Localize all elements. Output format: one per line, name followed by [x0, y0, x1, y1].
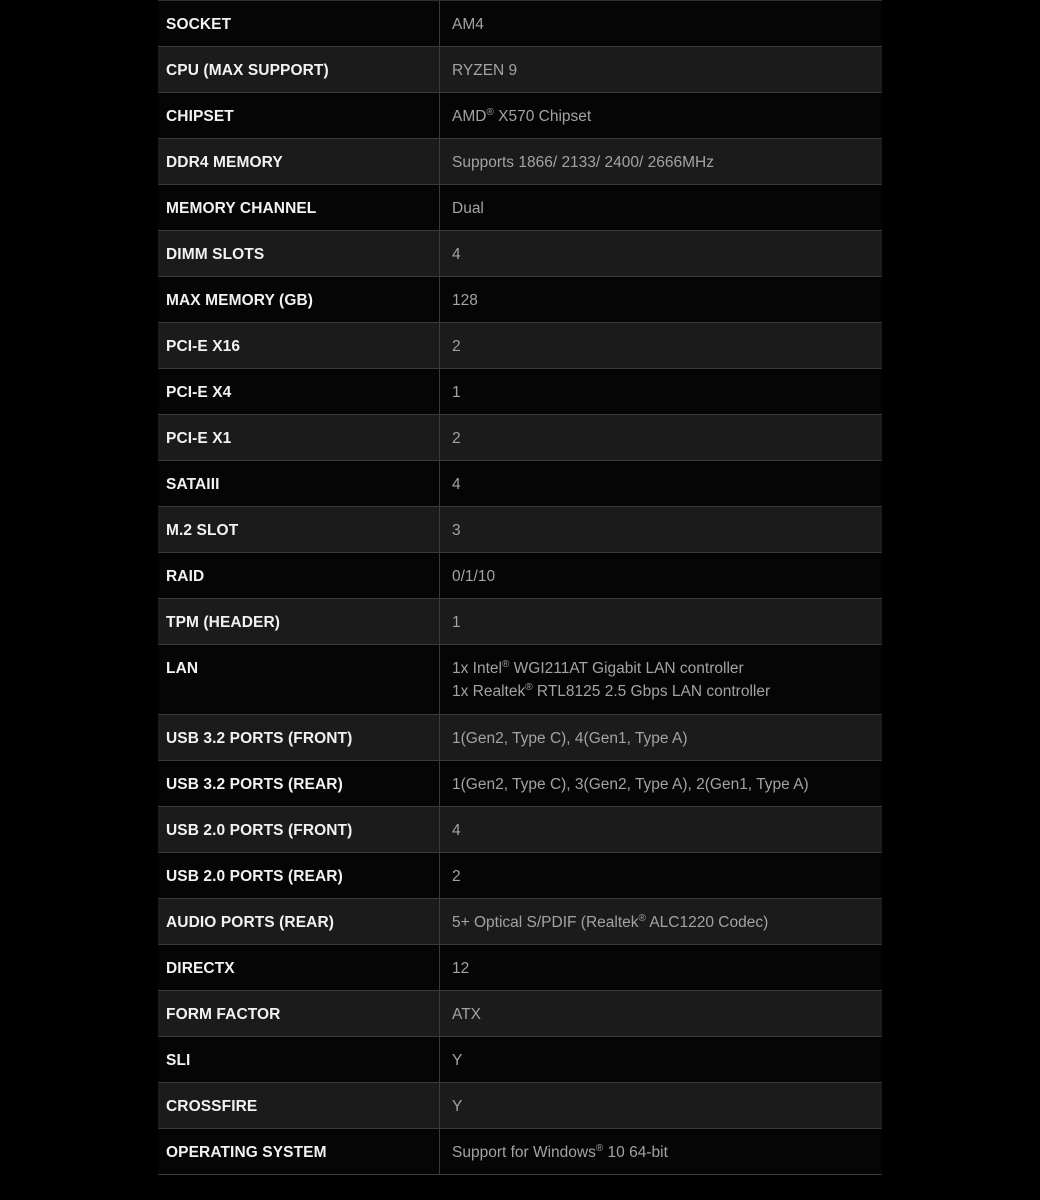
spec-value-text: Y: [452, 1052, 463, 1069]
spec-row: [158, 807, 882, 853]
spec-label: M.2 SLOT: [158, 507, 440, 552]
spec-value: [440, 895, 882, 944]
spec-label: DDR4 MEMORY: [158, 139, 440, 184]
spec-value-line: [452, 680, 882, 703]
spec-row: [158, 899, 882, 945]
spec-row: [158, 93, 882, 139]
spec-value-line: [452, 911, 882, 934]
spec-value: [440, 641, 882, 714]
spec-label: TPM (HEADER): [158, 599, 440, 644]
spec-value: [440, 319, 882, 368]
spec-value-line: [452, 957, 882, 980]
spec-value-line: [452, 13, 882, 36]
spec-value-line: [452, 1003, 882, 1026]
spec-value-line: [452, 335, 882, 358]
spec-value-text: Y: [452, 1098, 463, 1115]
spec-row: [158, 1083, 882, 1129]
spec-value: [440, 43, 882, 92]
spec-row: [158, 415, 882, 461]
spec-label: USB 3.2 PORTS (REAR): [158, 761, 440, 806]
spec-value-text: 5+ Optical S/PDIF (Realtek: [452, 914, 639, 931]
spec-label: CPU (MAX SUPPORT): [158, 47, 440, 92]
spec-value: [440, 987, 882, 1036]
spec-value-text: RTL8125 2.5 Gbps LAN controller: [532, 683, 771, 700]
spec-value-line: [452, 819, 882, 842]
spec-value-text: 2: [452, 868, 461, 885]
registered-mark: ®: [501, 659, 510, 670]
spec-value: [440, 1125, 882, 1174]
spec-label: PCI-E X1: [158, 415, 440, 460]
spec-value-text: 4: [452, 246, 461, 263]
registered-mark: ®: [595, 1143, 604, 1154]
spec-value: [440, 135, 882, 184]
spec-value-text: X570 Chipset: [493, 108, 592, 125]
spec-value: [440, 595, 882, 644]
spec-label: CROSSFIRE: [158, 1083, 440, 1128]
spec-value-text: 1: [452, 614, 461, 631]
spec-value: [440, 273, 882, 322]
spec-value-text: 4: [452, 822, 461, 839]
registered-mark: ®: [525, 682, 533, 693]
spec-row: [158, 1129, 882, 1175]
spec-value-text: 2: [452, 430, 461, 447]
registered-mark: ®: [638, 913, 646, 924]
spec-label: MEMORY CHANNEL: [158, 185, 440, 230]
spec-label: OPERATING SYSTEM: [158, 1129, 440, 1174]
spec-value-text: AMD: [452, 108, 487, 125]
spec-value-text: 1(Gen2, Type C), 3(Gen2, Type A), 2(Gen1, Type A): [452, 776, 809, 793]
spec-value-line: [452, 151, 882, 174]
spec-value-text: 2: [452, 338, 461, 355]
spec-value-line: [452, 1049, 882, 1072]
spec-row: [158, 1, 882, 47]
spec-row: [158, 853, 882, 899]
spec-label: PCI-E X4: [158, 369, 440, 414]
spec-label: SATAIII: [158, 461, 440, 506]
spec-value-text: 128: [452, 292, 478, 309]
spec-value: [440, 757, 882, 806]
spec-value: [440, 1079, 882, 1128]
spec-row: [158, 991, 882, 1037]
spec-value: [440, 503, 882, 552]
spec-value: [440, 0, 882, 46]
spec-row: [158, 277, 882, 323]
spec-value-line: [452, 611, 882, 634]
spec-label: DIMM SLOTS: [158, 231, 440, 276]
spec-value: [440, 89, 882, 138]
spec-row: [158, 231, 882, 277]
spec-value-line: [452, 1095, 882, 1118]
spec-value-text: Dual: [452, 200, 484, 217]
spec-value-line: [452, 519, 882, 542]
spec-row: [158, 945, 882, 991]
spec-value: [440, 411, 882, 460]
spec-label: CHIPSET: [158, 93, 440, 138]
spec-row: [158, 599, 882, 645]
spec-value-text: 3: [452, 522, 461, 539]
spec-value-line: [452, 289, 882, 312]
spec-value-line: [452, 427, 882, 450]
spec-value-line: [452, 865, 882, 888]
spec-value-text: WGI211AT Gigabit LAN controller: [509, 660, 744, 677]
spec-label: SOCKET: [158, 1, 440, 46]
spec-label: PCI-E X16: [158, 323, 440, 368]
spec-value-text: Support for Windows: [452, 1144, 596, 1161]
spec-value: [440, 711, 882, 760]
spec-value-line: [452, 1141, 882, 1164]
spec-value-line: [452, 59, 882, 82]
spec-value: [440, 549, 882, 598]
spec-value: [440, 941, 882, 990]
spec-table: [158, 0, 882, 1175]
spec-label: FORM FACTOR: [158, 991, 440, 1036]
spec-row: [158, 185, 882, 231]
spec-value-text: 10 64-bit: [603, 1144, 668, 1161]
spec-value-line: [452, 381, 882, 404]
spec-value: [440, 849, 882, 898]
spec-value-line: [452, 727, 882, 750]
spec-row: [158, 1037, 882, 1083]
spec-row: [158, 715, 882, 761]
spec-label: AUDIO PORTS (REAR): [158, 899, 440, 944]
spec-label: SLI: [158, 1037, 440, 1082]
registered-mark: ®: [486, 107, 494, 118]
spec-value-text: AM4: [452, 16, 484, 33]
spec-value-text: ALC1220 Codec): [645, 914, 769, 931]
spec-value-line: [452, 473, 882, 496]
spec-value: [440, 803, 882, 852]
spec-value: [440, 365, 882, 414]
spec-value: [440, 227, 882, 276]
spec-label: MAX MEMORY (GB): [158, 277, 440, 322]
spec-row: [158, 47, 882, 93]
spec-value-text: RYZEN 9: [452, 62, 518, 79]
spec-value-line: [452, 565, 882, 588]
spec-value: [440, 1033, 882, 1082]
spec-row: [158, 323, 882, 369]
spec-value: [440, 181, 882, 230]
spec-value-line: [452, 657, 882, 680]
spec-row: [158, 553, 882, 599]
spec-value-text: 12: [452, 960, 470, 977]
spec-value-text: ATX: [452, 1006, 481, 1023]
spec-row: [158, 139, 882, 185]
spec-row: [158, 461, 882, 507]
spec-label: USB 2.0 PORTS (FRONT): [158, 807, 440, 852]
spec-row: [158, 369, 882, 415]
spec-row: [158, 645, 882, 715]
spec-row: [158, 507, 882, 553]
spec-value-line: [452, 105, 882, 128]
spec-value-line: [452, 197, 882, 220]
spec-value: [440, 457, 882, 506]
spec-label: USB 3.2 PORTS (FRONT): [158, 715, 440, 760]
spec-row: [158, 761, 882, 807]
spec-value-text: 0/1/10: [452, 568, 496, 585]
spec-value-text: 1: [452, 384, 461, 401]
spec-label: DIRECTX: [158, 945, 440, 990]
spec-value-text: 4: [452, 476, 461, 493]
spec-label: RAID: [158, 553, 440, 598]
spec-label: LAN: [158, 645, 440, 714]
spec-value-text: 1(Gen2, Type C), 4(Gen1, Type A): [452, 730, 688, 747]
spec-label: USB 2.0 PORTS (REAR): [158, 853, 440, 898]
spec-value-line: [452, 243, 882, 266]
spec-value-text: Supports 1866/ 2133/ 2400/ 2666MHz: [452, 154, 714, 171]
spec-value-text: 1x Realtek: [452, 683, 526, 700]
spec-value-line: [452, 773, 882, 796]
spec-value-text: 1x Intel: [452, 660, 502, 677]
